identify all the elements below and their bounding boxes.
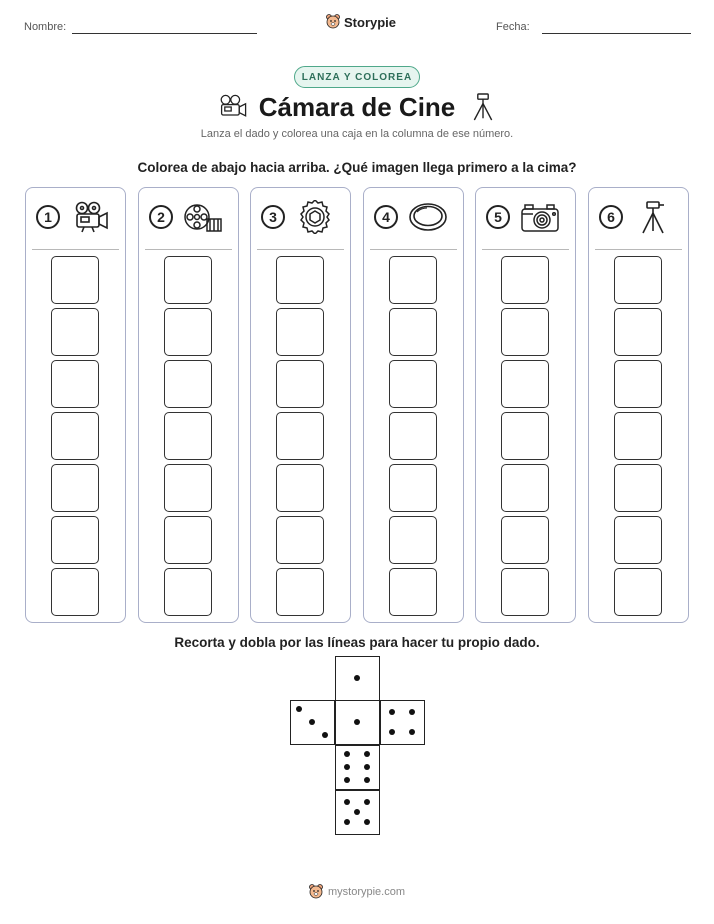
dice-face-1 xyxy=(335,656,380,701)
color-box[interactable] xyxy=(164,568,212,616)
lens-aperture-icon xyxy=(295,200,335,234)
color-box[interactable] xyxy=(389,256,437,304)
column-number: 5 xyxy=(486,205,510,229)
color-box[interactable] xyxy=(389,464,437,512)
dice-face-4 xyxy=(380,700,425,745)
color-box[interactable] xyxy=(501,412,549,460)
color-box[interactable] xyxy=(614,568,662,616)
column-number: 4 xyxy=(374,205,398,229)
column-3 xyxy=(250,187,351,623)
color-box[interactable] xyxy=(389,516,437,564)
color-box[interactable] xyxy=(501,256,549,304)
dice-pip xyxy=(364,751,370,757)
tripod-icon xyxy=(470,92,496,122)
dice-pip xyxy=(364,777,370,783)
color-box[interactable] xyxy=(501,360,549,408)
color-box[interactable] xyxy=(389,412,437,460)
dice-pip xyxy=(409,709,415,715)
color-box[interactable] xyxy=(389,360,437,408)
dice-pip xyxy=(344,777,350,783)
dice-pip xyxy=(322,732,328,738)
photo-camera-icon xyxy=(520,200,560,234)
column-1 xyxy=(25,187,126,623)
page-subtitle: Lanza el dado y colorea una caja en la columna de ese número. xyxy=(200,128,514,140)
color-box[interactable] xyxy=(614,360,662,408)
color-box[interactable] xyxy=(276,516,324,564)
footer-url: mystorypie.com xyxy=(327,886,406,898)
color-box[interactable] xyxy=(501,464,549,512)
column-divider xyxy=(595,249,682,250)
column-divider xyxy=(482,249,569,250)
color-box[interactable] xyxy=(51,516,99,564)
column-2 xyxy=(138,187,239,623)
dice-pip xyxy=(309,719,315,725)
color-box[interactable] xyxy=(276,412,324,460)
dice-pip xyxy=(389,729,395,735)
color-box[interactable] xyxy=(389,568,437,616)
color-box[interactable] xyxy=(614,464,662,512)
name-line[interactable] xyxy=(72,33,257,34)
dice-pip xyxy=(344,751,350,757)
footer xyxy=(0,884,714,900)
color-box[interactable] xyxy=(164,308,212,356)
color-box[interactable] xyxy=(51,464,99,512)
color-box[interactable] xyxy=(501,308,549,356)
color-box[interactable] xyxy=(51,568,99,616)
dice-pip xyxy=(364,764,370,770)
color-box[interactable] xyxy=(51,256,99,304)
color-box[interactable] xyxy=(51,308,99,356)
color-box[interactable] xyxy=(614,412,662,460)
brand-logo xyxy=(326,14,396,30)
name-label: Nombre: xyxy=(24,21,67,33)
coloring-instruction: Colorea de abajo hacia arriba. ¿Qué imagen llega primero a la cima? xyxy=(137,160,577,175)
column-number: 3 xyxy=(261,205,285,229)
activity-badge: LANZA Y COLOREA xyxy=(294,66,420,88)
dice-face-5 xyxy=(335,790,380,835)
color-box[interactable] xyxy=(614,516,662,564)
column-divider xyxy=(370,249,457,250)
dice-pip xyxy=(354,675,360,681)
dice-pip xyxy=(364,819,370,825)
storypie-bear-icon xyxy=(309,884,323,900)
column-number: 1 xyxy=(36,205,60,229)
column-divider xyxy=(257,249,344,250)
column-number: 6 xyxy=(599,205,623,229)
date-label: Fecha: xyxy=(496,21,530,33)
dice-pip xyxy=(344,819,350,825)
column-5 xyxy=(475,187,576,623)
column-6 xyxy=(588,187,689,623)
color-box[interactable] xyxy=(164,360,212,408)
color-box[interactable] xyxy=(51,360,99,408)
color-box[interactable] xyxy=(501,516,549,564)
color-box[interactable] xyxy=(51,412,99,460)
dice-instruction: Recorta y dobla por las líneas para hacer tu propio dado. xyxy=(174,635,540,650)
color-box[interactable] xyxy=(389,308,437,356)
dice-pip xyxy=(354,809,360,815)
tripod-icon xyxy=(633,200,673,234)
dice-pip xyxy=(354,719,360,725)
color-box[interactable] xyxy=(164,464,212,512)
color-box[interactable] xyxy=(614,308,662,356)
dice-pip xyxy=(364,799,370,805)
color-box[interactable] xyxy=(276,464,324,512)
color-box[interactable] xyxy=(276,308,324,356)
page-title: Cámara de Cine xyxy=(258,92,456,122)
color-box[interactable] xyxy=(614,256,662,304)
film-reel-icon xyxy=(183,200,223,234)
dice-face-3 xyxy=(290,700,335,745)
column-divider xyxy=(32,249,119,250)
color-box[interactable] xyxy=(276,256,324,304)
column-number: 2 xyxy=(149,205,173,229)
date-line[interactable] xyxy=(542,33,691,34)
brand-name: Storypie xyxy=(344,14,397,30)
color-box[interactable] xyxy=(164,516,212,564)
dice-face-6 xyxy=(335,745,380,790)
color-box[interactable] xyxy=(276,568,324,616)
color-box[interactable] xyxy=(276,360,324,408)
color-box[interactable] xyxy=(164,256,212,304)
column-divider xyxy=(145,249,232,250)
dice-pip xyxy=(344,799,350,805)
movie-camera-icon xyxy=(70,200,110,234)
dice-pip xyxy=(296,706,302,712)
dice-pip xyxy=(389,709,395,715)
dice-face-1 xyxy=(335,700,380,745)
storypie-bear-icon xyxy=(326,14,340,30)
color-box[interactable] xyxy=(164,412,212,460)
dice-pip xyxy=(409,729,415,735)
column-4 xyxy=(363,187,464,623)
color-box[interactable] xyxy=(501,568,549,616)
lens-cap-icon xyxy=(408,200,448,234)
dice-pip xyxy=(344,764,350,770)
